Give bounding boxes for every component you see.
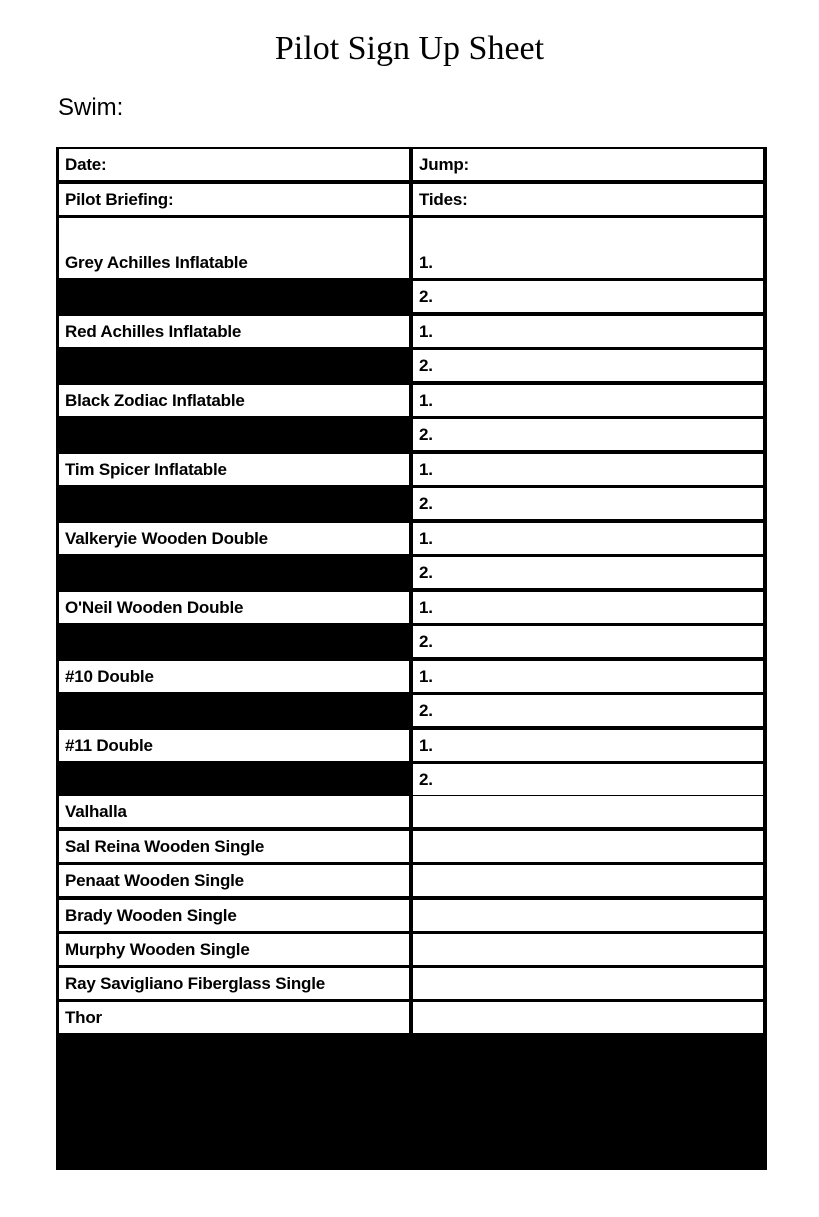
signup-field[interactable]: 1.: [413, 385, 763, 416]
signup-field[interactable]: 2.: [413, 764, 763, 795]
signup-field[interactable]: [413, 796, 763, 827]
signup-field[interactable]: Tides:: [413, 184, 763, 215]
row-label: Ray Savigliano Fiberglass Single: [59, 968, 409, 999]
signup-field[interactable]: 1.: [413, 316, 763, 347]
signup-field[interactable]: 2.: [413, 488, 763, 519]
signup-field[interactable]: 2.: [413, 419, 763, 450]
signup-field[interactable]: 1.: [413, 730, 763, 761]
signup-field[interactable]: [413, 968, 763, 999]
signup-field[interactable]: 1.: [413, 454, 763, 485]
signup-field[interactable]: 2.: [413, 350, 763, 381]
row-label: Grey Achilles Inflatable: [59, 247, 409, 278]
signup-field[interactable]: [413, 900, 763, 931]
row-label: Brady Wooden Single: [59, 900, 409, 931]
swim-label: Swim:: [58, 94, 124, 121]
row-label: Tim Spicer Inflatable: [59, 454, 409, 485]
row-label: #10 Double: [59, 661, 409, 692]
row-label: Penaat Wooden Single: [59, 865, 409, 896]
signup-field[interactable]: [413, 934, 763, 965]
signup-field[interactable]: [413, 831, 763, 862]
row-label: #11 Double: [59, 730, 409, 761]
row-label: Valkeryie Wooden Double: [59, 523, 409, 554]
row-label: Black Zodiac Inflatable: [59, 385, 409, 416]
signup-field[interactable]: [413, 218, 763, 249]
signup-field[interactable]: 1.: [413, 592, 763, 623]
signup-field[interactable]: 2.: [413, 695, 763, 726]
row-label: [59, 218, 409, 249]
row-label: Murphy Wooden Single: [59, 934, 409, 965]
signup-field[interactable]: 1.: [413, 523, 763, 554]
row-label: Sal Reina Wooden Single: [59, 831, 409, 862]
signup-field[interactable]: Jump:: [413, 149, 763, 180]
signup-field[interactable]: 2.: [413, 557, 763, 588]
row-label: Date:: [59, 149, 409, 180]
row-label: Valhalla: [59, 796, 409, 827]
signup-field[interactable]: 2.: [413, 626, 763, 657]
row-label: Thor: [59, 1002, 409, 1033]
signup-field[interactable]: [413, 1002, 763, 1033]
signup-field[interactable]: 1.: [413, 247, 763, 278]
row-label: Pilot Briefing:: [59, 184, 409, 215]
page-title: Pilot Sign Up Sheet: [274, 30, 545, 67]
row-label: Red Achilles Inflatable: [59, 316, 409, 347]
signup-field[interactable]: 2.: [413, 281, 763, 312]
signup-field[interactable]: [413, 865, 763, 896]
signup-field[interactable]: 1.: [413, 661, 763, 692]
signup-table: [56, 147, 767, 1170]
row-label: O'Neil Wooden Double: [59, 592, 409, 623]
